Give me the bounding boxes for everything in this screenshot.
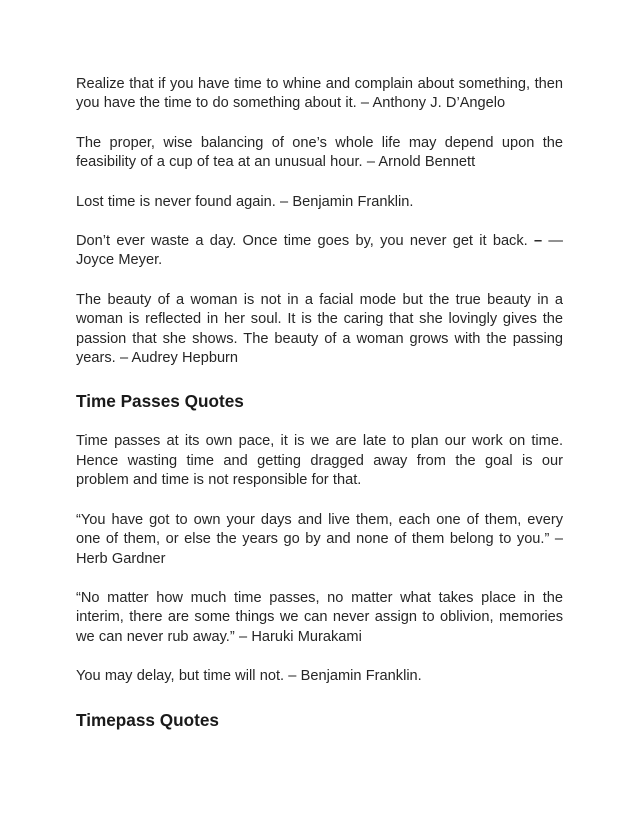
- bold-dash: –: [534, 233, 543, 250]
- quote-paragraph: “No matter how much time passes, no matter what takes place in the interim, there are some things we can never assign to oblivion, memories we can never rub away.” – Haruki Murakami: [76, 589, 563, 645]
- quote-paragraph: Lost time is never found again. – Benjamin Franklin.: [76, 193, 414, 210]
- quote-paragraph: You may delay, but time will not. – Benjamin Franklin.: [76, 668, 422, 685]
- quote-paragraph: The beauty of a woman is not in a facial mode but the true beauty in a woman is reflected in her soul. It is the caring that she lovingly gives the passion that she shows. The beauty of a woman grows with the passing years. – Audrey Hepburn: [76, 291, 563, 367]
- quote-author: — Joyce Meyer.: [76, 233, 563, 269]
- quote-paragraph: The proper, wise balancing of one’s whole life may depend upon the feasibility of a cup of tea at an unusual hour. – Arnold Bennett: [76, 134, 563, 171]
- quote-paragraph: “You have got to own your days and live them, each one of them, every one of them, or else the years go by and none of them belong to you.” – Herb Gardner: [76, 511, 563, 567]
- quote-text: Don’t ever waste a day. Once time goes by, you never get it back.: [76, 233, 528, 250]
- quote-paragraph: [76, 232, 563, 271]
- quote-paragraph: Realize that if you have time to whine and complain about something, then you have the time to do something about it. – Anthony J. D’Angelo: [76, 76, 563, 112]
- quote-paragraph: Time passes at its own pace, it is we are late to plan our work on time. Hence wasting time and getting dragged away from the goal is our problem and time is not responsible for that.: [76, 433, 563, 489]
- section-heading: Timepass Quotes: [76, 709, 219, 730]
- document-page: [76, 75, 563, 731]
- section-heading: Time Passes Quotes: [76, 391, 244, 412]
